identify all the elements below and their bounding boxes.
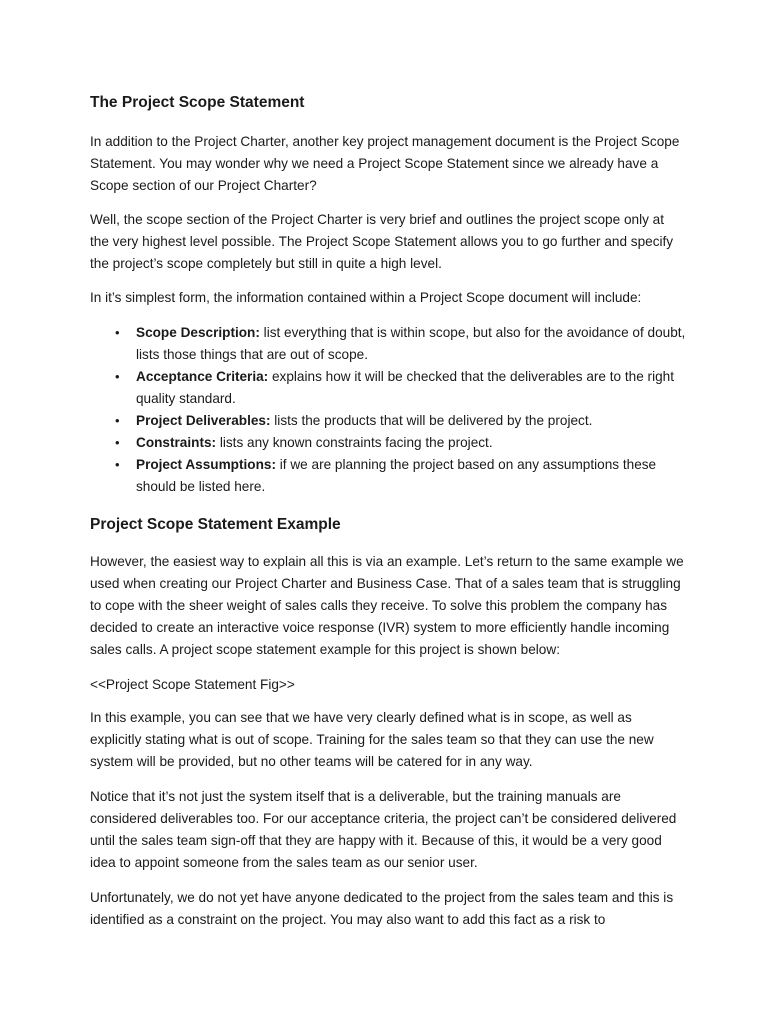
figure-placeholder: <<Project Scope Statement Fig>>: [90, 677, 295, 692]
bullet-term: Scope Description:: [136, 325, 260, 340]
example-paragraph-3: Notice that it’s not just the system itself that is a deliverable, but the training manuals are considered deliverables too. For our acceptance criteria, the project can’t be considered delivered until the sales team sign-off that they are happy with it. Because of this, it would be a very good idea to appoint someone from the sales team as our senior user.: [90, 789, 677, 870]
example-paragraph-2: In this example, you can see that we have very clearly defined what is in scope, as well as explicitly stating what is out of scope. Training for the sales team so that they can use the new system will be provided, but no other teams will be catered for in any way.: [90, 710, 654, 769]
bullet-text: list everything that is within scope, but also for the avoidance of doubt, lists those things that are out of scope.: [136, 325, 686, 362]
document-page: [90, 0, 686, 1024]
page-title: The Project Scope Statement: [90, 94, 305, 111]
bullet-icon: •: [115, 369, 120, 384]
bullet-term: Constraints:: [136, 435, 217, 450]
scope-contents-list: [90, 322, 686, 498]
list-item: [90, 432, 686, 454]
intro-paragraph-2: Well, the scope section of the Project Charter is very brief and outlines the project scope only at the very highest level possible. The Project Scope Statement allows you to go further and specify the project’s scope completely but still in quite a high level.: [90, 212, 674, 271]
bullet-icon: •: [115, 457, 120, 472]
list-item: [90, 322, 686, 366]
bullet-text: explains how it will be checked that the deliverables are to the right quality standard.: [136, 369, 674, 406]
bullet-icon: •: [115, 435, 120, 450]
bullet-term: Project Assumptions:: [136, 457, 276, 472]
bullet-text: lists any known constraints facing the project.: [216, 435, 493, 450]
bullet-icon: •: [115, 325, 120, 340]
bullet-text: if we are planning the project based on any assumptions these should be listed here.: [136, 457, 657, 494]
list-item: [90, 410, 686, 432]
bullet-text: lists the products that will be delivered by the project.: [270, 413, 593, 428]
example-paragraph-4: Unfortunately, we do not yet have anyone dedicated to the project from the sales team and this is identified as a constraint on the project. You may also want to add this fact as a risk to: [90, 890, 674, 927]
example-paragraph-1: However, the easiest way to explain all this is via an example. Let’s return to the same example we used when creating our Project Charter and Business Case. That of a sales team that is struggling to cope with the sheer weight of sales calls they receive. To solve this problem the company has decided to create an interactive voice response (IVR) system to more efficiently handle incoming sales calls. A project scope statement example for this project is shown below:: [90, 554, 684, 657]
bullet-term: Project Deliverables:: [136, 413, 271, 428]
intro-paragraph-3: In it’s simplest form, the information contained within a Project Scope document will include:: [90, 290, 642, 305]
list-item: [90, 454, 686, 498]
intro-paragraph-1: In addition to the Project Charter, another key project management document is the Project Scope Statement. You may wonder why we need a Project Scope Statement since we already have a Scope section of our Project Charter?: [90, 134, 680, 193]
bullet-term: Acceptance Criteria:: [136, 369, 269, 384]
bullet-icon: •: [115, 413, 120, 428]
section-heading-example: Project Scope Statement Example: [90, 516, 341, 533]
list-item: [90, 366, 686, 410]
